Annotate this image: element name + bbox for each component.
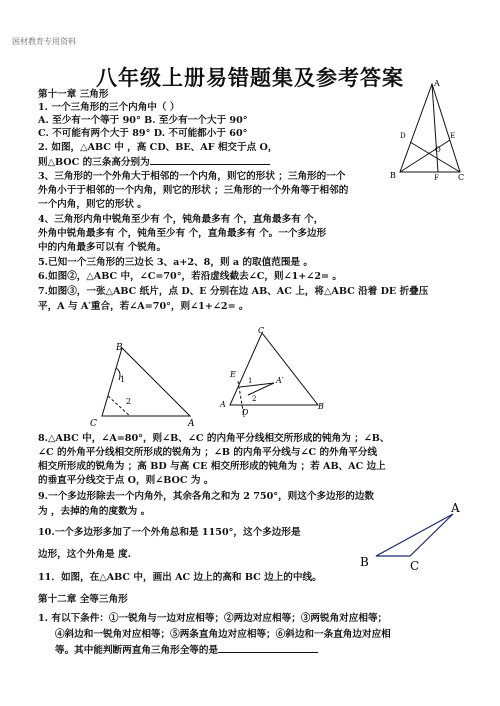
- q1-stem: 1. 一个三角形的三个内角中（ ）: [38, 102, 180, 113]
- fig3-label-c: C: [258, 326, 265, 335]
- q3-line3: 一个内角，则它的形状 。: [38, 199, 147, 210]
- fig1-label-o: O: [435, 146, 441, 154]
- q7-line1: 7.如图③，一张△ABC 纸片，点 D、E 分别在边 AB、AC 上，将△ABC 沿着 DE 折叠压: [38, 286, 429, 297]
- fig3-label-e: E: [230, 370, 236, 379]
- fig3-label-a-prime: A′: [276, 376, 284, 385]
- fig1-label-e: E: [450, 132, 456, 140]
- fig3-angle-1: 1: [248, 377, 253, 385]
- q1-options-ab: A. 至少有一个等于 90° B. 至少有一个大于 90°: [38, 115, 248, 126]
- fig2-label-b: B: [116, 343, 123, 353]
- fig4-label-a: A: [451, 501, 460, 515]
- figure-q7-folded-triangle: [218, 325, 332, 423]
- q8-line2: ∠C 的外角平分线相交所形成的锐角为 ；∠B 的内角平分线与∠C 的外角平分线: [38, 447, 378, 458]
- q12-line1: 1. 有以下条件：①一锐角与一边对应相等；②两边对应相等；③两锐角对应相等；: [38, 613, 388, 624]
- q2-line1: 2. 如图，△ABC 中 ，高 CD、BE、AF 相交于点 O，: [38, 142, 278, 153]
- fig2-angle-1: 1: [120, 375, 126, 384]
- q11: 11．如图，在△ABC 中，画出 AC 边上的高和 BC 边上的中线。: [38, 572, 322, 583]
- q7-line2: 平，A 与 A′重合，若∠A=70°，则∠1+∠2= 。: [38, 301, 249, 312]
- fig1-label-c: C: [458, 173, 465, 180]
- fig1-label-d: D: [400, 132, 406, 140]
- fig1-label-b: B: [390, 171, 396, 180]
- q12-line2: ④斜边和一锐角对应相等；⑤两条直角边对应相等；⑥斜边和一条直角边对应相: [55, 629, 391, 640]
- fig2-label-c: C: [90, 419, 97, 428]
- fig1-label-f: F: [434, 174, 439, 180]
- q9-line2: 为 ，去掉的角的度数为 。: [38, 506, 151, 517]
- figure-q2-triangle-altitudes: [388, 78, 466, 180]
- fig3-label-d: D: [242, 408, 249, 417]
- q4-line2: 外角中锐角最多有 个，钝角至少有 个，直角最多有 个。一个多边形: [38, 228, 327, 239]
- fig2-angle-2: 2: [126, 397, 132, 406]
- q5: 5.已知一个三角形的三边长 3、a+2、8，则 a 的取值范围是 。: [38, 257, 313, 268]
- figure-q11-triangle: [356, 498, 466, 570]
- fig3-label-b: B: [318, 402, 324, 411]
- chapter-12-heading: 第十二章 全等三角形: [38, 594, 128, 605]
- q8-line1: 8.△ABC 中，∠A=80°，则∠B、∠C 的内角平分线相交所形成的钝角为 ；∠B、: [38, 433, 390, 444]
- q3-line1: 3、三角形的一个外角大于相邻的一个内角，则它的形状 ；三角形的一个: [38, 171, 346, 182]
- chapter-11-heading: 第十一章 三角形: [38, 89, 109, 100]
- q8-line4: 的垂直平分线交于点 O，则∠BOC 为 。: [38, 475, 214, 486]
- fig4-label-c: C: [410, 559, 420, 570]
- fig3-label-a: A: [220, 400, 226, 409]
- q4-line1: 4、三角形内角中锐角至少有 个，钝角最多有 个，直角最多有 个，: [38, 214, 324, 225]
- q8-line3: 相交所形成的锐角为 ；高 BD 与高 CE 相交所形成的钝角为 ；若 AB、AC 边上: [38, 461, 386, 472]
- q10-line1: 10.一个多边形多加了一个外角总和是 1150°，这个多边形是: [38, 527, 301, 538]
- q9-line1: 9.一个多边形除去一个内角外，其余各角之和为 2 750°，则这个多边形的边数: [38, 491, 375, 502]
- q1-options-cd: C. 不可能有两个大于 89° D. 不可能都小于 60°: [38, 128, 248, 139]
- q2-line2: 则△BOC 的三条高分别为: [38, 155, 270, 169]
- q4-line3: 中的内角最多可以有 个锐角。: [38, 242, 167, 253]
- fig4-label-b: B: [360, 555, 369, 569]
- fig1-label-a: A: [434, 79, 440, 88]
- figure-q6-triangle: [84, 338, 200, 428]
- q3-line2: 外角小于于相邻的一个内角，则它的形状 ；三角形的一个外角等于相邻的: [38, 185, 349, 196]
- fig2-label-a: A: [188, 419, 195, 428]
- q6: 6.如图②，△ABC 中，∠C=70°，若沿虚线截去∠C，则∠1+∠2= 。: [38, 271, 342, 282]
- watermark: 困材教育专用资料: [12, 37, 76, 46]
- fig3-angle-2: 2: [252, 395, 257, 403]
- page-title: 八年级上册易错题集及参考答案: [96, 65, 404, 90]
- q10-line2: 边形，这个外角是 度.: [38, 549, 132, 560]
- q12-line3: 等。其中能判断两直角三角形全等的是: [55, 643, 318, 657]
